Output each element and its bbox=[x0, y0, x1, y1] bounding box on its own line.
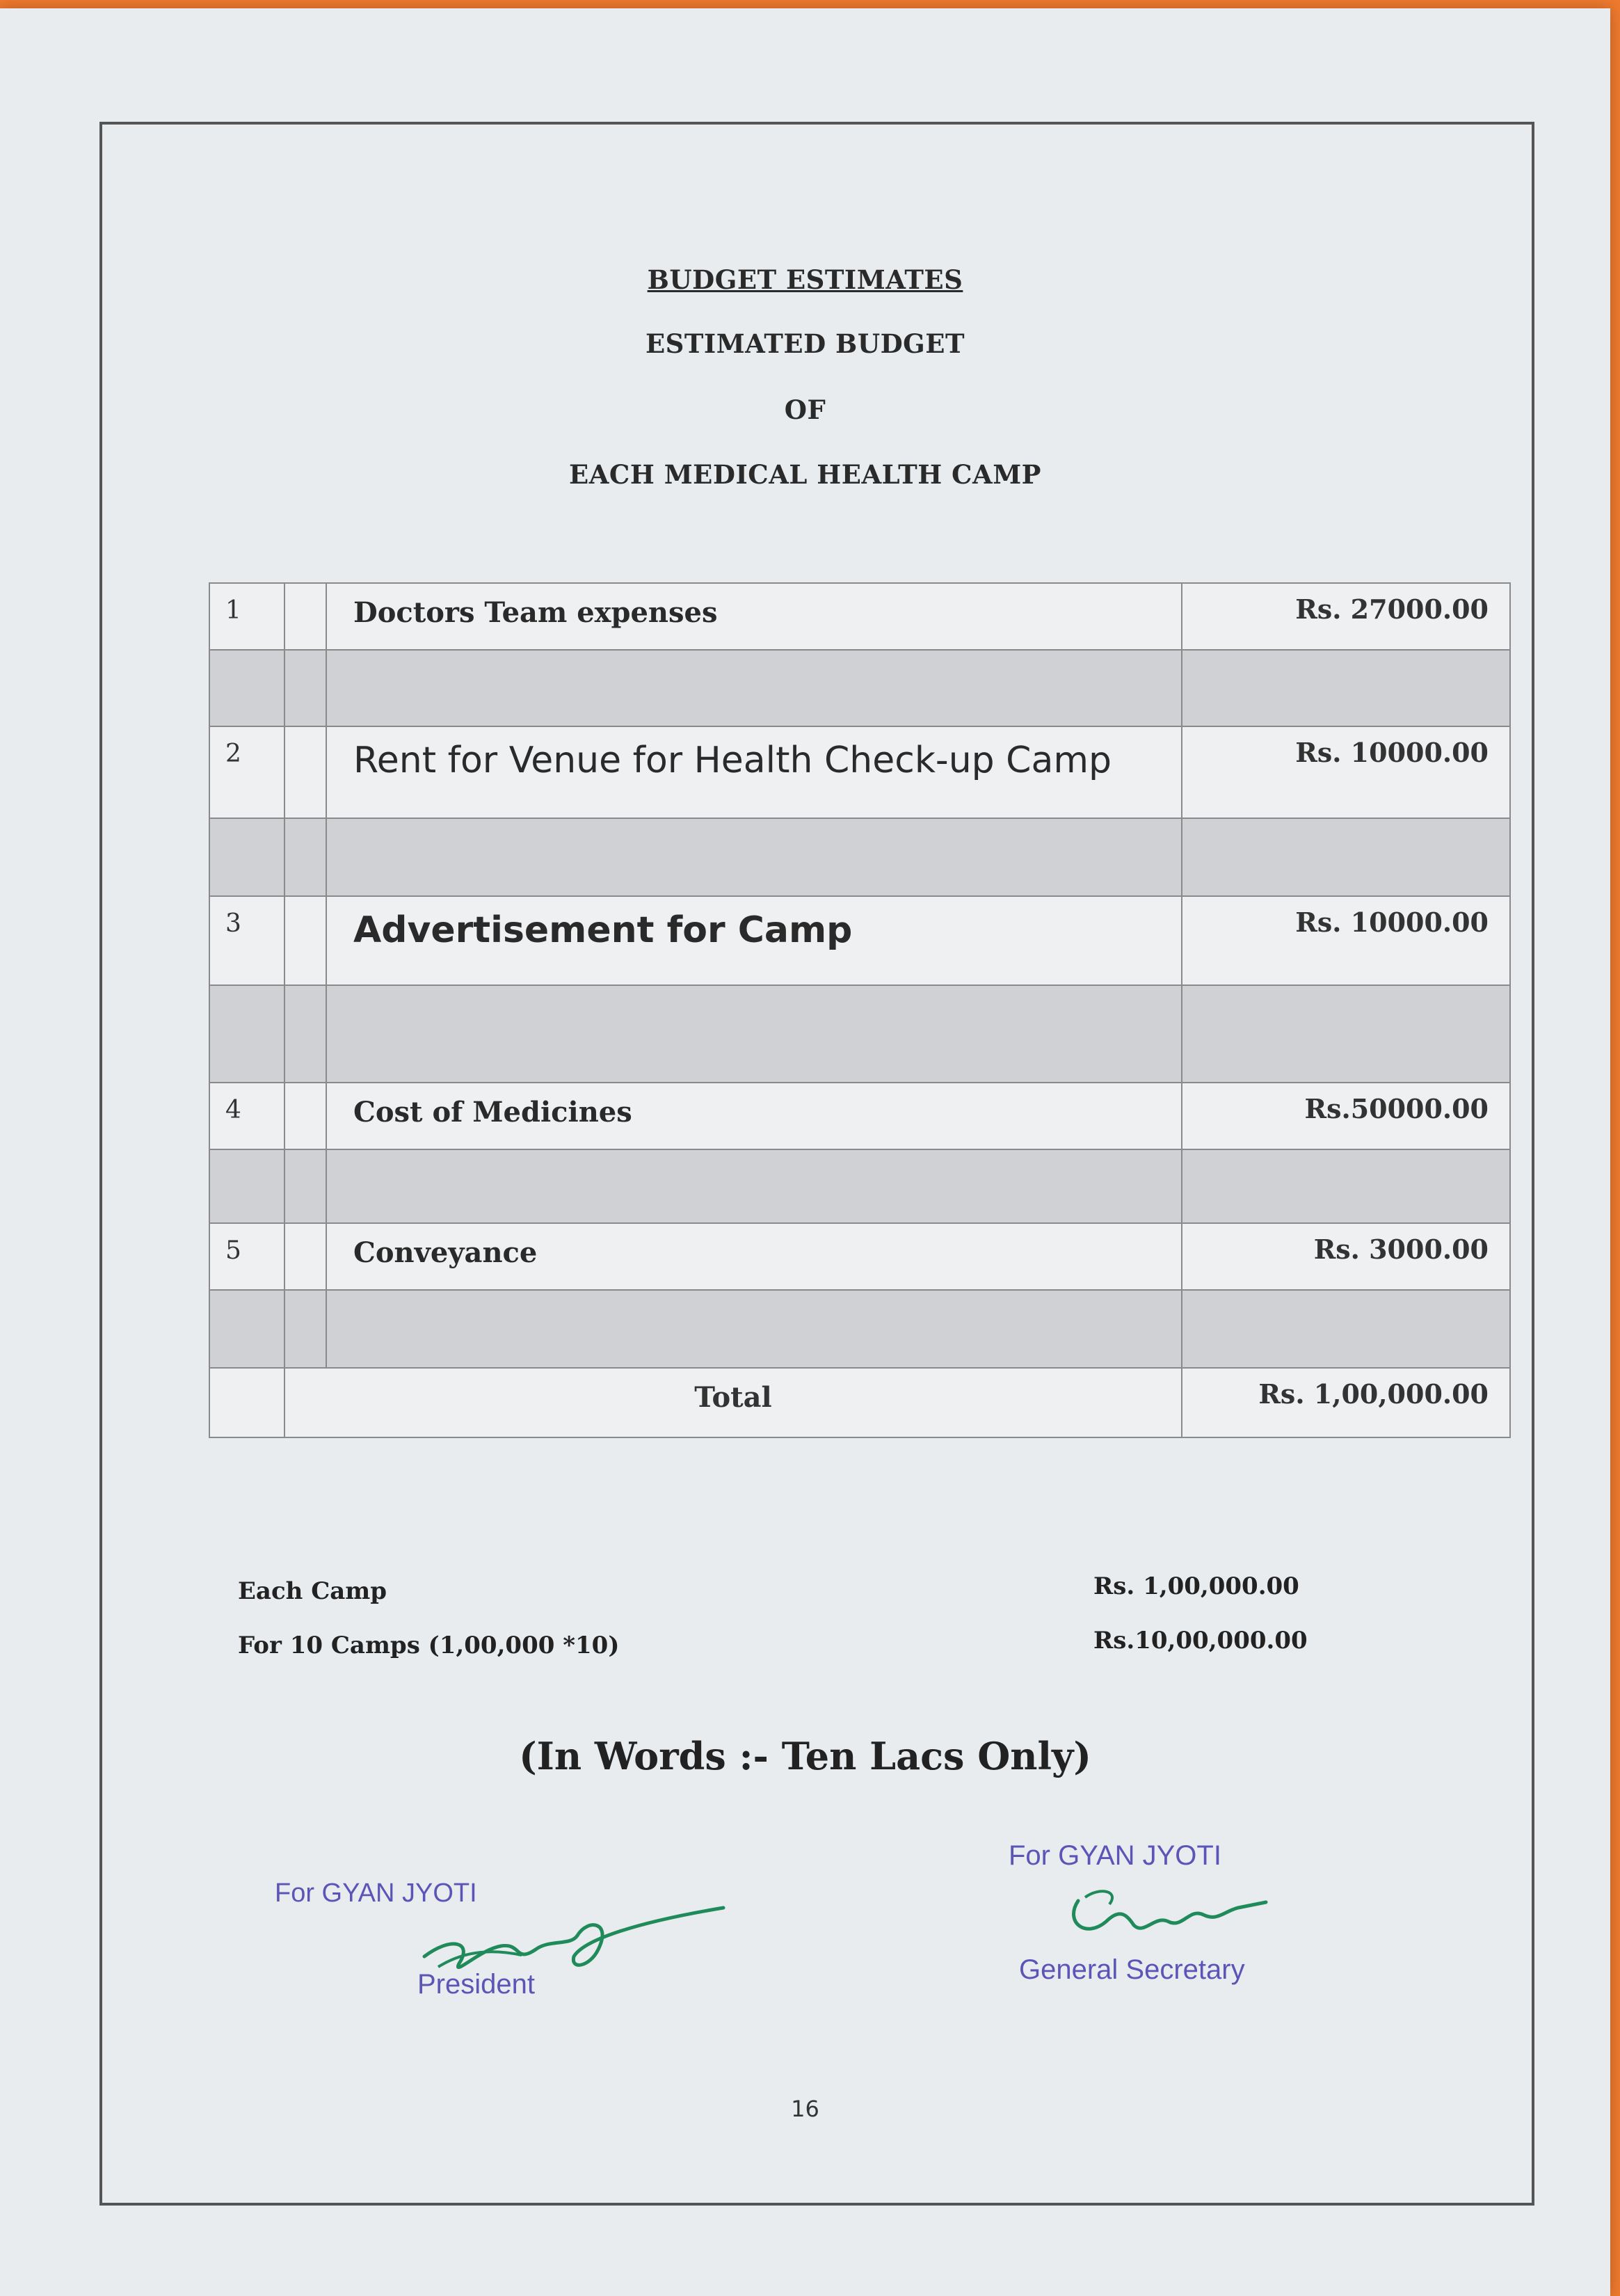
row-number: 4 bbox=[210, 1083, 285, 1150]
total-row bbox=[210, 1369, 1511, 1438]
ten-camps-amount: Rs.10,00,000.00 bbox=[1093, 1627, 1308, 1655]
spacer-row bbox=[210, 651, 1511, 727]
row-amount: Rs.50000.00 bbox=[1182, 1083, 1511, 1150]
ten-camps-label: For 10 Camps (1,00,000 *10) bbox=[238, 1632, 620, 1659]
row-description: Conveyance bbox=[327, 1224, 1182, 1291]
secretary-signature bbox=[1057, 1873, 1287, 1950]
page-number: 16 bbox=[791, 2096, 819, 2122]
row-description: Cost of Medicines bbox=[327, 1083, 1182, 1150]
total-amount: Rs. 1,00,000.00 bbox=[1182, 1369, 1511, 1438]
secretary-title: General Secretary bbox=[1019, 1954, 1245, 1985]
table-row bbox=[210, 1083, 1511, 1150]
blank-cell bbox=[285, 727, 327, 819]
row-description: Advertisement for Camp bbox=[327, 897, 1182, 986]
document-page bbox=[0, 8, 1610, 2296]
total-label: Total bbox=[285, 1369, 1182, 1438]
table-row bbox=[210, 727, 1511, 819]
budget-table bbox=[209, 582, 1511, 1438]
blank-cell bbox=[285, 1083, 327, 1150]
table-row bbox=[210, 1224, 1511, 1291]
president-stamp-org: For GYAN JYOTI bbox=[275, 1879, 477, 1908]
blank-cell bbox=[285, 584, 327, 651]
heading-of: OF bbox=[784, 394, 826, 425]
heading-estimated-budget: ESTIMATED BUDGET bbox=[645, 328, 965, 359]
row-description: Rent for Venue for Health Check-up Camp bbox=[327, 727, 1182, 819]
row-number: 2 bbox=[210, 727, 285, 819]
amount-in-words: (In Words :- Ten Lacs Only) bbox=[519, 1734, 1091, 1778]
blank-cell bbox=[285, 897, 327, 986]
row-number: 3 bbox=[210, 897, 285, 986]
row-description: Doctors Team expenses bbox=[327, 584, 1182, 651]
spacer-row bbox=[210, 819, 1511, 897]
table-row bbox=[210, 897, 1511, 986]
each-camp-amount: Rs. 1,00,000.00 bbox=[1093, 1572, 1299, 1600]
table-row bbox=[210, 584, 1511, 651]
each-camp-label: Each Camp bbox=[238, 1577, 387, 1605]
president-title: President bbox=[417, 1969, 535, 2000]
row-number: 5 bbox=[210, 1224, 285, 1291]
spacer-row bbox=[210, 986, 1511, 1083]
blank-cell bbox=[285, 1224, 327, 1291]
row-amount: Rs. 27000.00 bbox=[1182, 584, 1511, 651]
secretary-stamp-org: For GYAN JYOTI bbox=[1009, 1840, 1221, 1871]
row-amount: Rs. 10000.00 bbox=[1182, 897, 1511, 986]
row-amount: Rs. 10000.00 bbox=[1182, 727, 1511, 819]
spacer-row bbox=[210, 1291, 1511, 1369]
row-amount: Rs. 3000.00 bbox=[1182, 1224, 1511, 1291]
row-number: 1 bbox=[210, 584, 285, 651]
heading-budget-estimates: BUDGET ESTIMATES bbox=[647, 264, 963, 295]
spacer-row bbox=[210, 1150, 1511, 1224]
heading-medical-camp: EACH MEDICAL HEALTH CAMP bbox=[569, 459, 1041, 490]
blank-cell bbox=[210, 1369, 285, 1438]
